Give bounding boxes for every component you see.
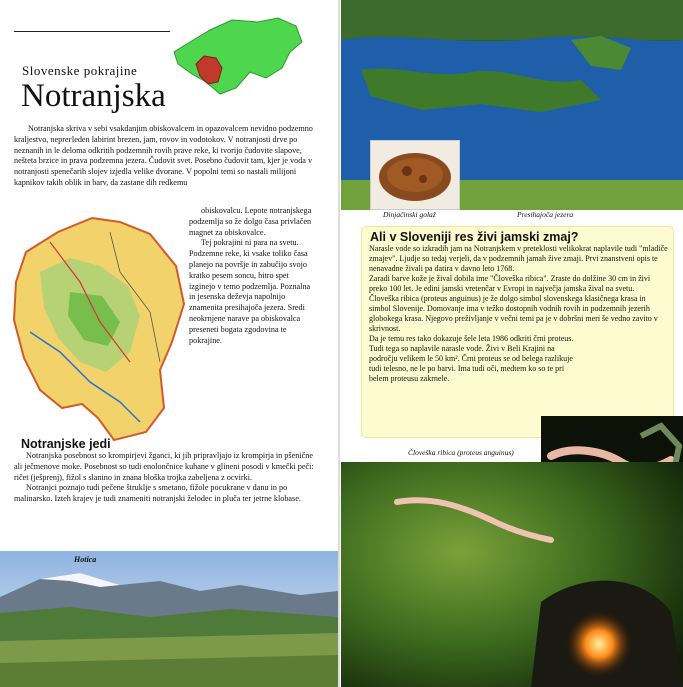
cave-box-heading: Ali v Sloveniji res živi jamski zmaj? — [370, 230, 579, 244]
intro-paragraph: Notranjska skriva v sebi vsakdanjim obiskovalcem in opazovalcem nevidno podzemno kraljestvo, neprегleden labirint brezen, jam, rovov in vodotokov. V notranjosti drve po neznanih in le deloma odkritih podzemnih rovih prave reke, ki tvorijo čudovite slapove, nešteta brzice in prava podzemna jezera. Čudovit svet. Posebno čudovit tam, kjer je voda v notranjosti spenečarih slojev izjedla velike dvorane. V popolni temi so nastali milijoni kapnikov takih oblik in barv, da zastane dih redkemu — [14, 124, 313, 187]
goulash-photo — [370, 140, 460, 210]
cave-paragraph: Narasle vode so izkradih jam na Notranjskem v preteklosti velikokrat naplavile tudi "mladiče zmajev". Ljudje so tedaj verjeli, da v podzemnih jamah žive zmaji. Prvi znanstveni opis te nenavadne živali pa datira v davno leto 1768. — [369, 244, 668, 273]
cave-box-text — [369, 244, 669, 384]
page-title: Notranjska — [21, 78, 166, 114]
dishes-paragraph: Notranjska posebnost so krompirjevi žganci, ki jih pripravljajo iz krompirja in pšenične ali ječmenove moke. Posebnost so tudi enolončnice kuhane v glineni posodi v kmečki peči: ričet (ješprenj), fižol s slanino in znana bloška trojka zabeljena z ocvirki. — [14, 451, 314, 482]
food-caption: Dinjačinski golaž — [383, 210, 436, 219]
dishes-heading: Notranjske jedi — [21, 437, 111, 451]
mountain-landscape-photo — [0, 551, 338, 687]
page-gutter — [338, 0, 340, 687]
side-paragraph: Tej pokrajini ni para na svetu. Podzemne reke, ki vsake toliko časa planejo na površje in zabučijo svojo kratko pesem soncu, hitro spet izginejo v temo podzemlja. Poznalna in jesenska deževja napolnijo znamenita presihajoča jezera. Sredi neokrnjene narave pa obiskovalca preseneti bogata zgodovina te pokrajine. — [189, 238, 311, 345]
cave-paragraph: Zaradi barve kože je žival dobila ime "Človeška ribica". Zraste do dolžine 30 cm in živi preko 100 let. Je edini jamski vretenčar v Evropi in največja jamska žival na svetu. — [369, 274, 651, 293]
dishes-text — [14, 451, 320, 505]
cave-olm-photo — [341, 462, 683, 687]
mountain-caption: Hotica — [74, 555, 97, 564]
cave-paragraph: Da je temu res tako dokazuje šele leta 1986 odkriti črni proteus. Tudi tega so naplavile narasle vode. Živi v Beli Krajini na področju velikem le 50 km². Črni proteus se od belega razlikuje tudi telesno, ne le po barvi. Ima tudi oči, medtem ko so te pri belem proteusu zakrnele. — [369, 334, 574, 383]
side-column-text — [189, 206, 315, 346]
cave-paragraph: Človeška ribica (proteus anguinus) je že dolgo simbol slovenskega klasičnega krasa in simbol Slovenije. Domovanje ima v težko dostopnih vodnih rovih in podzemnih jezerih globokega krasa. Njegovo preživljanje v večni temi pa je v dobršni meri še vedno zavito v skrivnost. — [369, 294, 658, 333]
olm-caption: Človeška ribica (proteus anguinus) — [408, 448, 514, 457]
notranjska-region-map — [10, 212, 188, 444]
dishes-paragraph: Notranjci poznajo tudi pečene štruklje s smetano, fižole pocukrane v danu in po malinarsko. Izteh krajev je tudi znameniti notranjski želodec in pluča ter jetrne klobase. — [14, 483, 301, 504]
lake-caption: Presihajoča jezera — [517, 210, 574, 219]
page-subtitle: Slovenske pokrajine — [22, 63, 138, 78]
header-rule — [14, 31, 170, 32]
side-paragraph: obiskovalcu. Lepote notranjskega podzemlja so že dolgo časa privlačen magnet za obiskovalce. — [189, 206, 312, 237]
slovenia-locator-map — [170, 12, 306, 98]
